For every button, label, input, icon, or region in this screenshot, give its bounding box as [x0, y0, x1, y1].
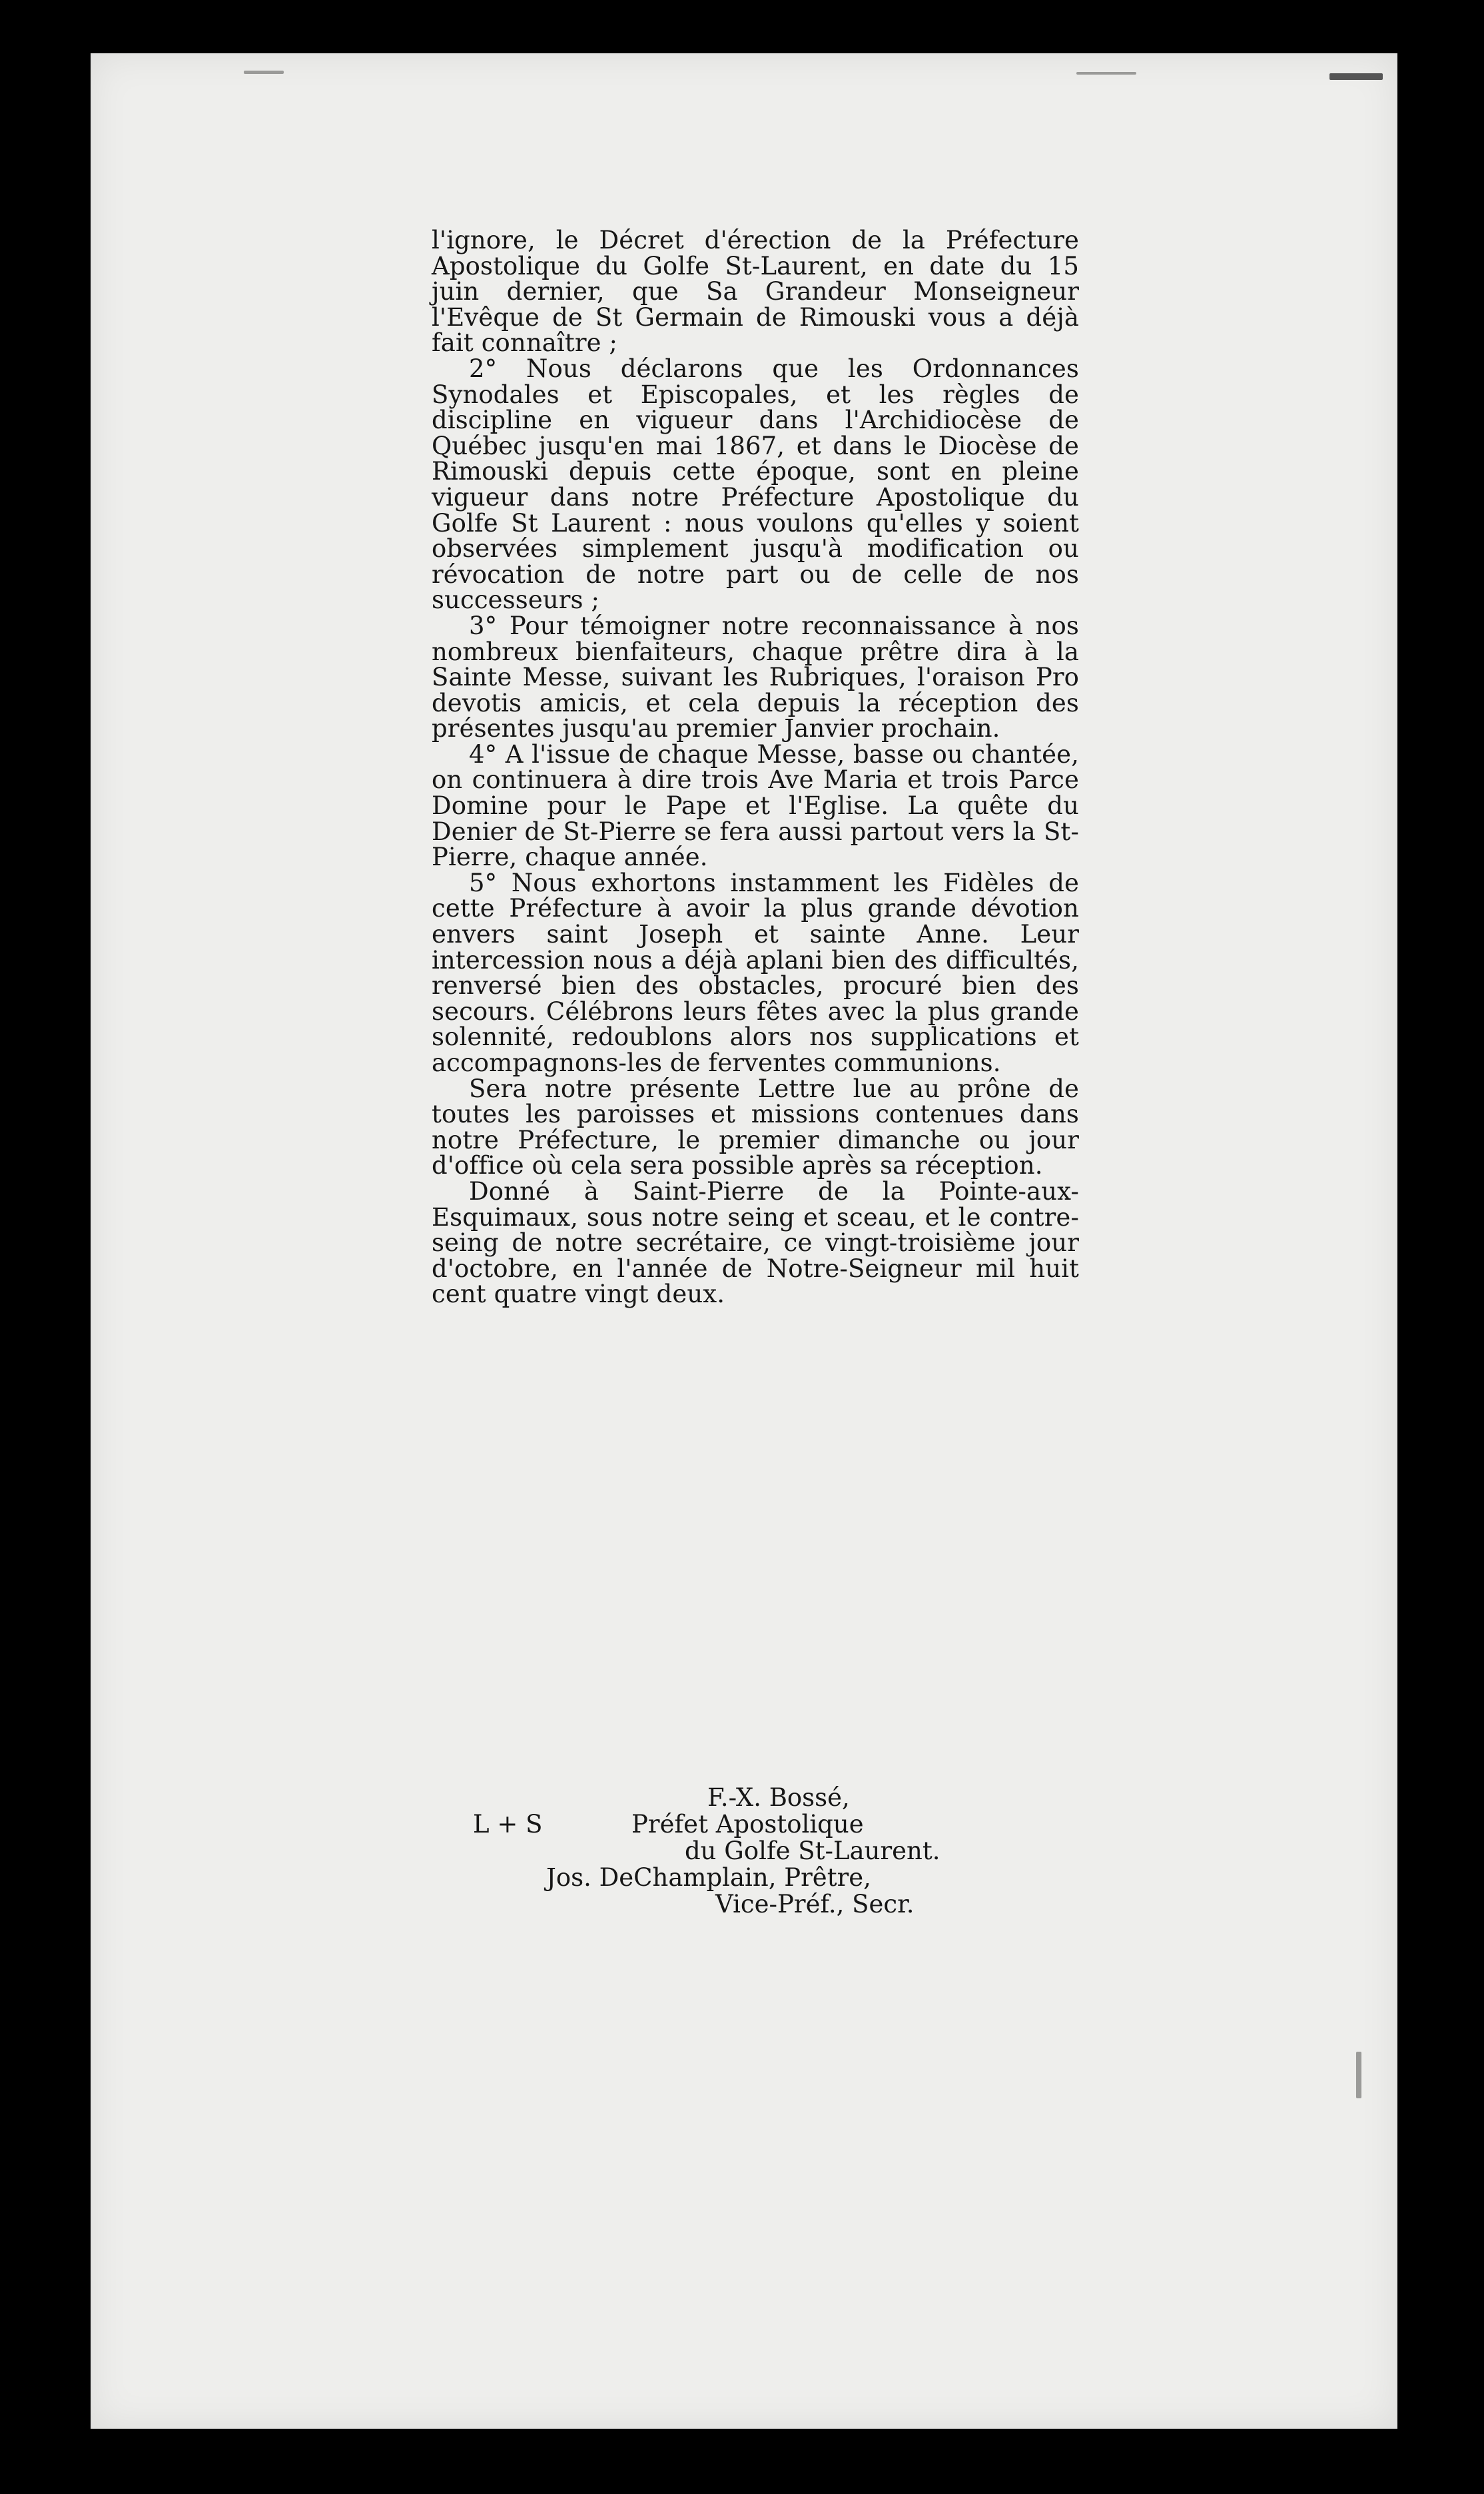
paragraph-prayers: 4° A l'issue de chaque Messe, basse ou chantée, on continuera à dire trois Ave Maria et trois Parce Domine pour le Pape et l'Eglise. La quête du Denier de St-Pierre se fera aussi partout vers la St-Pierre, chaque année.	[432, 739, 1079, 872]
prefect-place: du Golfe St-Laurent.	[685, 1837, 940, 1865]
secretary-name: Jos. DeChamplain, Prêtre,	[546, 1863, 871, 1892]
prefect-title: Préfet Apostolique	[631, 1810, 864, 1839]
prefect-name: F.-X. Bossé,	[707, 1783, 850, 1812]
paragraph-ordinances: 2° Nous déclarons que les Ordonnances Synodales et Episcopales, et les règles de discipline en vigueur dans l'Archidiocèse de Québec jusqu'en mai 1867, et dans le Diocèse de Rimouski depuis cette époque, sont en pleine vigueur dans notre Préfecture Apostolique du Golfe St Laurent : nous voulons qu'elles y soient observées simplement jusqu'à modification ou révocation de notre part ou de celle de nos successeurs ;	[432, 354, 1079, 615]
document-page	[91, 53, 1397, 2429]
secretary-title: Vice-Préf., Secr.	[715, 1890, 915, 1918]
scan-speck	[244, 71, 284, 74]
paragraph-reading-order: Sera notre présente Lettre lue au prône de toutes les paroisses et missions contenues dans notre Préfecture, le premier dimanche ou jour d'office où cela sera possible après sa réception.	[432, 1074, 1079, 1180]
scan-speck	[1329, 73, 1383, 80]
paragraph-given-at: Donné à Saint-Pierre de la Pointe-aux-Esquimaux, sous notre seing et sceau, et le contre-seing de notre secrétaire, ce vingt-troisième jour d'octobre, en l'année de Notre-Seigneur mil huit cent quatre vingt deux.	[432, 1176, 1079, 1309]
scan-speck	[1076, 72, 1136, 75]
seal-mark: L + S	[473, 1810, 543, 1839]
letter-body	[432, 228, 1079, 1308]
paragraph-decree: l'ignore, le Décret d'érection de la Préfecture Apostolique du Golfe St-Laurent, en date du 15 juin dernier, que Sa Grandeur Monseigneur l'Evêque de St Germain de Rimouski vous a déjà fait connaître ;	[432, 226, 1079, 358]
scan-speck	[1356, 2052, 1361, 2098]
paragraph-gratitude: 3° Pour témoigner notre reconnaissance à nos nombreux bienfaiteurs, chaque prêtre dira à la Sainte Messe, suivant les Rubriques, l'oraison Pro devotis amicis, et cela depuis la réception des présentes jusqu'au premier Janvier prochain.	[432, 611, 1079, 743]
paragraph-devotion: 5° Nous exhortons instamment les Fidèles de cette Préfecture à avoir la plus grande dévotion envers saint Joseph et sainte Anne. Leur intercession nous a déjà aplani bien des difficultés, renversé bien des obstacles, procuré bien des secours. Célébrons leurs fêtes avec la plus grande solennité, redoublons alors nos supplications et accompagnons-les de ferventes communions.	[432, 868, 1079, 1077]
